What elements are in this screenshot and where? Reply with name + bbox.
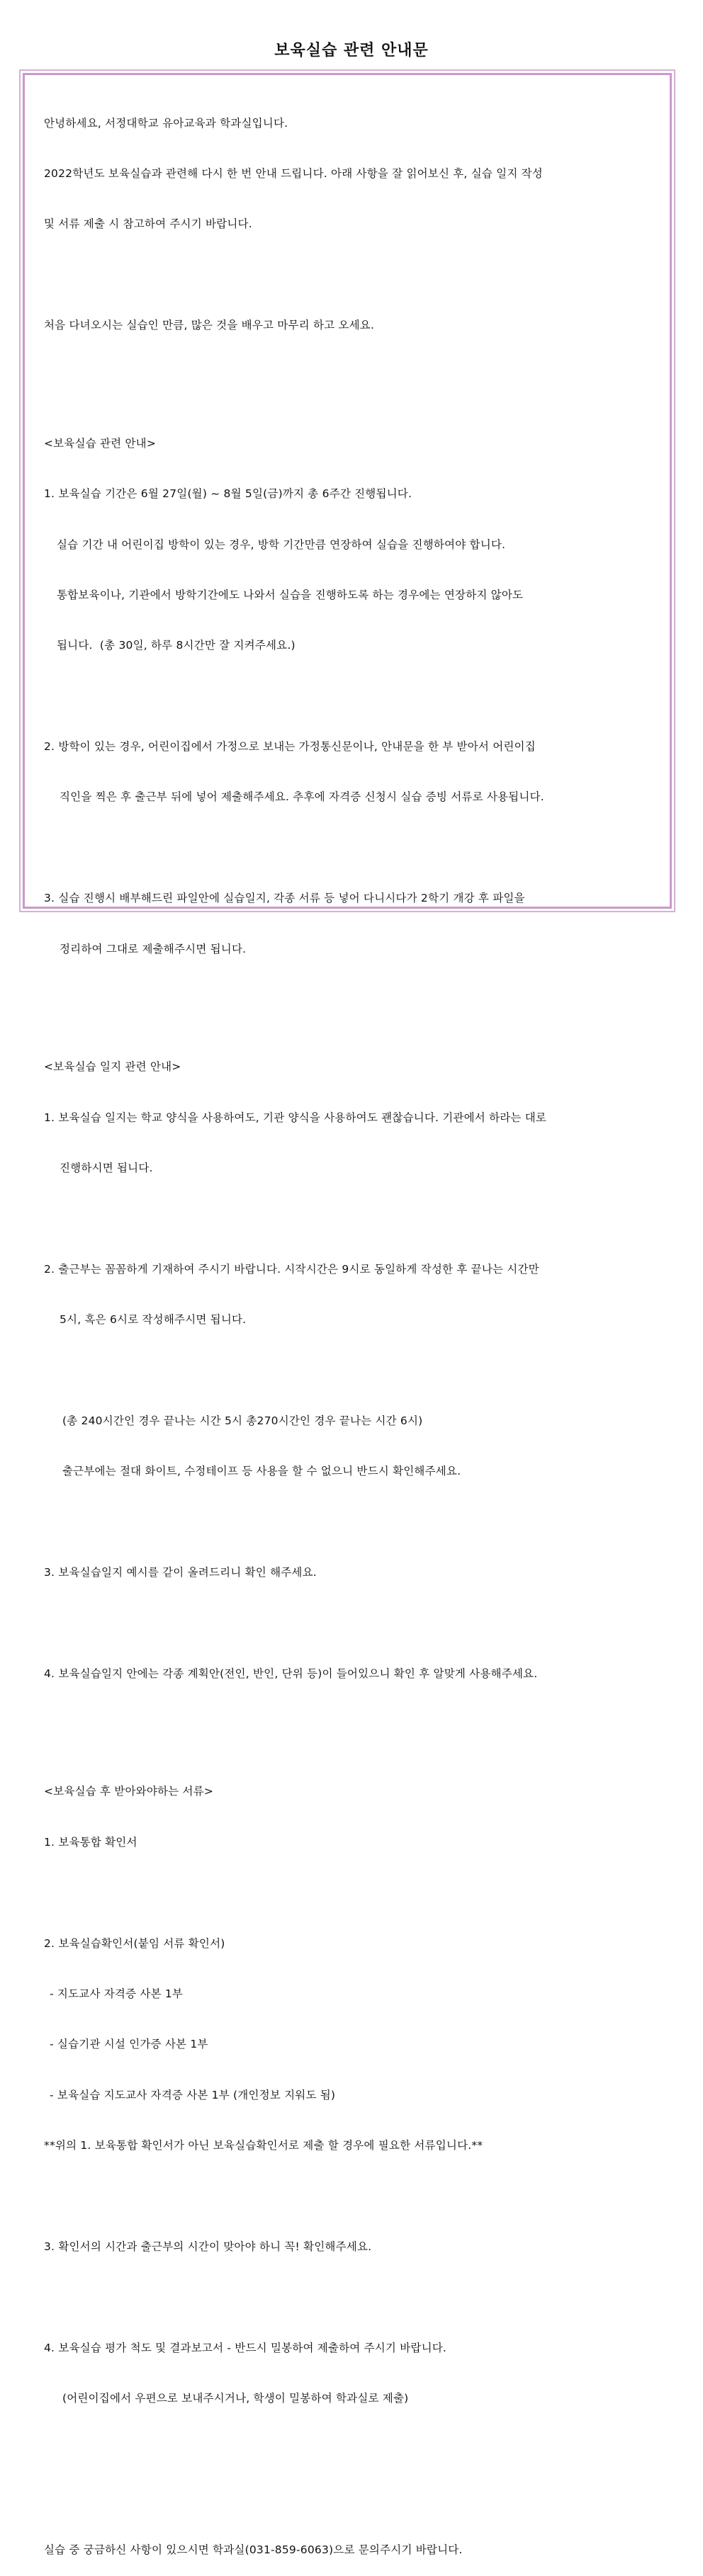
blank-line	[44, 840, 668, 857]
note-line: **위의 1. 보육통합 확인서가 아닌 보육실습확인서로 제출 할 경우에 필요한 서류입니다.**	[44, 2139, 483, 2152]
intro-line: 2022학년도 보육실습과 관련해 다시 한 번 안내 드립니다. 아래 사항을 잘 읽어보신 후, 실습 일지 작성	[44, 166, 543, 180]
list-item: 3. 보육실습일지 예시를 같이 올려드리니 확인 해주세요.	[44, 1566, 317, 1579]
blank-line	[44, 2289, 668, 2306]
list-item: 1. 보육실습 기간은 6월 27일(월) ~ 8월 5일(금)까지 총 6주간 진행됩니다.	[44, 487, 412, 501]
list-item-continuation: 실습 기간 내 어린이집 방학이 있는 경우, 방학 기간만큼 연장하여 실습을 진행하여야 합니다.	[57, 538, 506, 551]
blank-line	[44, 267, 668, 284]
intro-line: 및 서류 제출 시 참고하여 주시기 바랍니다.	[44, 217, 252, 231]
document-title: 보육실습 관련 안내문	[274, 42, 429, 59]
blank-line	[44, 1616, 668, 1633]
list-item-continuation: 정리하여 그대로 제출해주시면 됩니다.	[60, 942, 247, 955]
blank-line	[44, 2492, 668, 2509]
section-heading: <보육실습 일지 관련 안내>	[44, 1060, 181, 1074]
list-item: 2. 보육실습확인서(붙임 서류 확인서)	[44, 1936, 225, 1950]
list-item-continuation: 통합보육이나, 기관에서 방학기간에도 나와서 실습을 진행하도록 하는 경우에는 연장하지 않아도	[57, 588, 524, 601]
list-item-continuation: 됩니다. (총 30일, 하루 8시간만 잘 지켜주세요.)	[57, 639, 296, 652]
intro-line: 처음 다녀오시는 실습인 만큼, 많은 것을 배우고 마무리 하고 오세요.	[44, 319, 375, 332]
blank-line	[44, 688, 668, 705]
blank-line	[44, 368, 668, 385]
list-item: 3. 실습 진행시 배부해드린 파일안에 실습일지, 각종 서류 등 넣어 다니시다가 2학기 개강 후 파일을	[44, 892, 525, 905]
blank-line	[44, 1363, 668, 1380]
intro-greeting: 안녕하세요, 서정대학교 유아교육과 학과실입니다.	[44, 116, 288, 130]
sub-item: - 보육실습 지도교사 자격증 사본 1부 (개인정보 지워도 됨)	[50, 2088, 336, 2101]
list-item-continuation: 5시, 혹은 6시로 작성해주시면 됩니다.	[60, 1313, 247, 1327]
list-item-continuation: 직인을 찍은 후 출근부 뒤에 넣어 제출해주세요. 추후에 자격증 신청시 실습 증빙 서류로 사용됩니다.	[60, 790, 544, 804]
list-item-continuation: (어린이집에서 우편으로 보내주시거나, 학생이 밀봉하여 학과실로 제출)	[62, 2392, 409, 2405]
list-item: 1. 보육실습 일지는 학교 양식을 사용하여도, 기관 양식을 사용하여도 괜찮습니다. 기관에서 하라는 대로	[44, 1111, 547, 1124]
list-item-continuation: 진행하시면 됩니다.	[60, 1162, 153, 1174]
sub-item: - 지도교사 자격증 사본 1부	[50, 1987, 184, 2001]
blank-line	[44, 1514, 668, 1531]
list-item: 4. 보육실습 평가 척도 및 결과보고서 - 반드시 밀봉하여 제출하여 주시기 바랍니다.	[44, 2341, 447, 2354]
note-line: 출근부에는 절대 화이트, 수정테이프 등 사용을 할 수 없으니 반드시 확인해주세요.	[62, 1465, 461, 1478]
sub-item: - 실습기관 시설 인가증 사본 1부	[50, 2038, 208, 2051]
notice-body	[44, 81, 668, 2576]
blank-line	[44, 992, 668, 1009]
section-heading: <보육실습 후 받아와야하는 서류>	[44, 1785, 214, 1798]
note-line: (총 240시간인 경우 끝나는 시간 5시 총270시간인 경우 끝나는 시간 6시)	[62, 1414, 423, 1427]
list-item: 2. 출근부는 꼼꼼하게 기재하여 주시기 바랍니다. 시작시간은 9시로 동일하게 작성한 후 끝나는 시간만	[44, 1262, 539, 1276]
list-item: 3. 확인서의 시간과 출근부의 시간이 맞아야 하니 꼭! 확인해주세요.	[44, 2240, 372, 2253]
footer-contact: 실습 중 궁금하신 사항이 있으시면 학과실(031-859-6063)으로 문의주시기 바랍니다.	[44, 2543, 463, 2557]
blank-line	[44, 1210, 668, 1227]
blank-line	[44, 2441, 668, 2458]
section-heading: <보육실습 관련 안내>	[44, 436, 157, 450]
blank-line	[44, 1885, 668, 1902]
blank-line	[44, 2189, 668, 2206]
list-item: 2. 방학이 있는 경우, 어린이집에서 가정으로 보내는 가정통신문이나, 안내문을 한 부 받아서 어린이집	[44, 740, 536, 754]
blank-line	[44, 1716, 668, 1733]
list-item: 1. 보육통합 확인서	[44, 1835, 137, 1849]
list-item: 4. 보육실습일지 안에는 각종 계획안(전인, 반인, 단위 등)이 들어있으니 확인 후 알맞게 사용해주세요.	[44, 1667, 538, 1680]
